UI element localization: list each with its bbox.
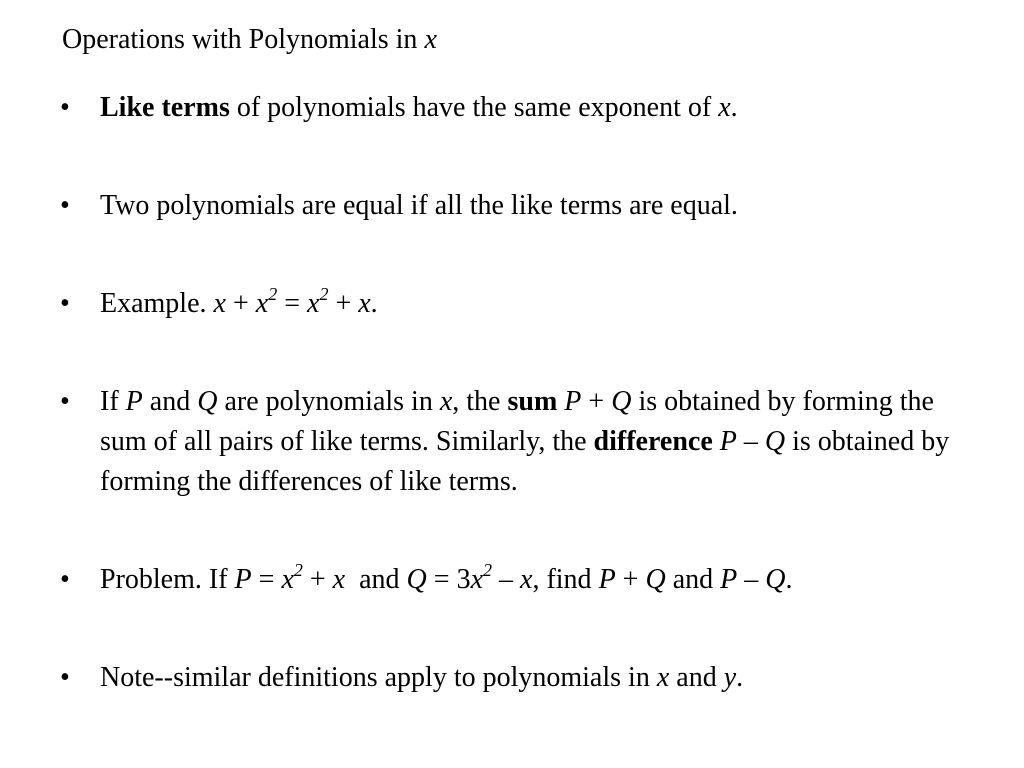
term-sum: sum — [507, 386, 558, 417]
variable: Q — [406, 564, 427, 595]
bullet-list — [60, 88, 980, 698]
title-text: Operations with Polynomials in — [62, 24, 425, 55]
text-run: , find — [532, 564, 599, 595]
text-run: Example. — [100, 288, 214, 319]
text-run: and — [669, 662, 724, 693]
variable: x — [255, 288, 269, 319]
text-run: – — [736, 426, 765, 457]
text-run: . — [785, 564, 793, 595]
text-run: and — [142, 386, 198, 417]
text-run: . — [370, 288, 378, 319]
bullet-note — [60, 658, 980, 698]
text-run: and — [345, 564, 407, 595]
text-run: + — [302, 564, 333, 595]
variable: Q — [765, 564, 786, 595]
exponent: 2 — [483, 559, 493, 580]
variable: x — [656, 662, 670, 693]
variable: y — [723, 662, 737, 693]
variable: P — [720, 564, 738, 595]
variable: x — [281, 564, 294, 595]
text-run — [713, 426, 720, 457]
variable: P — [598, 564, 616, 595]
text-run: = — [277, 288, 307, 319]
bullet-dot: • — [60, 564, 70, 595]
text-run: is obtained by forming the sum of all pairs of like terms. Similarly, the — [100, 386, 934, 457]
variable: x — [358, 288, 371, 319]
variable: x — [332, 564, 346, 595]
text-run: + — [328, 288, 359, 319]
bullet-dot: • — [60, 662, 70, 693]
term-like-terms: Like terms — [100, 92, 230, 123]
text-run: – — [737, 564, 766, 595]
bullet-dot: • — [60, 288, 70, 319]
variable: Q — [197, 386, 218, 417]
variable: x — [470, 564, 484, 595]
bullet-example — [60, 284, 980, 324]
bullet-equal-polynomials — [60, 186, 980, 226]
bullet-like-terms — [60, 88, 980, 128]
term-difference: difference — [593, 426, 713, 457]
variable: P — [125, 386, 143, 417]
variable: x — [213, 288, 226, 319]
text-run: Two polynomials are equal if all the like terms are equal. — [100, 190, 738, 221]
exponent: 2 — [319, 283, 329, 304]
text-run: = — [251, 564, 282, 595]
variable: P — [234, 564, 252, 595]
slide-title — [62, 22, 437, 58]
text-run: Problem. If — [100, 564, 235, 595]
variable: Q — [611, 386, 632, 417]
variable: P — [719, 426, 737, 457]
bullet-dot: • — [60, 190, 70, 221]
text-run: = 3 — [426, 564, 471, 595]
variable: x — [718, 92, 731, 123]
text-run: If — [100, 386, 126, 417]
text-run: and — [665, 564, 721, 595]
text-run: , the — [452, 386, 508, 417]
bullet-problem — [60, 560, 980, 600]
bullet-dot: • — [60, 386, 70, 417]
variable: x — [439, 386, 453, 417]
text-run: . — [736, 662, 744, 693]
exponent: 2 — [293, 559, 303, 580]
text-run: + — [225, 288, 256, 319]
exponent: 2 — [268, 283, 278, 304]
text-run: + — [615, 564, 646, 595]
variable: Q — [764, 426, 786, 457]
text-run: – — [492, 564, 521, 595]
text-run: Note--similar definitions apply to polynomials in — [100, 662, 657, 693]
title-variable: x — [424, 24, 437, 55]
text-run: . — [730, 92, 738, 123]
text-run: are polynomials in — [217, 386, 440, 417]
variable: Q — [645, 564, 666, 595]
text-run: is obtained by forming the differences of like terms. — [100, 426, 950, 497]
text-run: of polynomials have the same exponent of — [229, 92, 719, 123]
text-run: + — [581, 386, 612, 417]
bullet-sum-difference — [60, 382, 980, 502]
variable: P — [564, 386, 582, 417]
variable: x — [307, 288, 320, 319]
variable: x — [520, 564, 533, 595]
bullet-dot: • — [60, 92, 70, 123]
